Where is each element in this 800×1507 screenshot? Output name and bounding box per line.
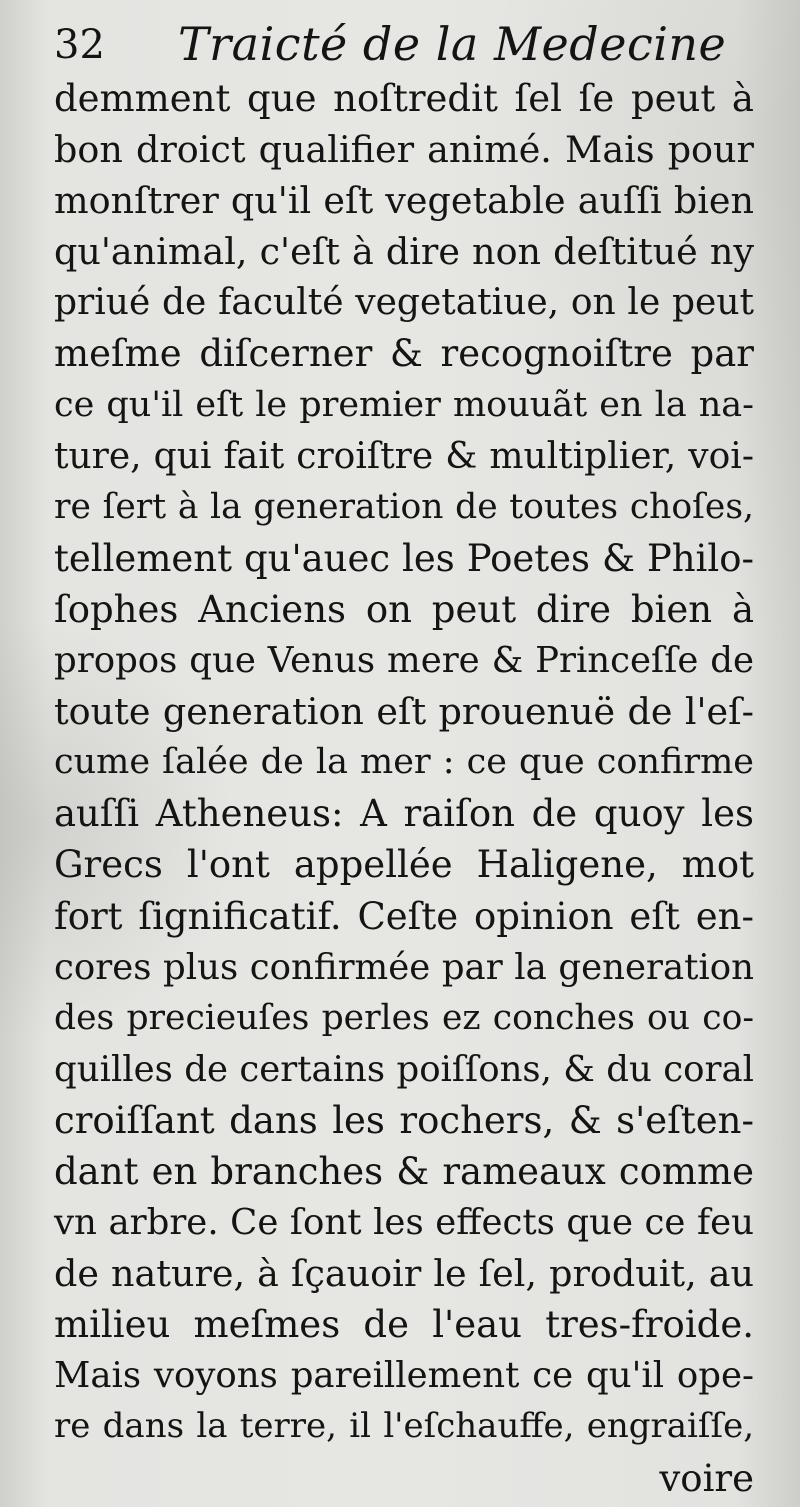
text-line: toute generation eſt prouenuë de l'eſ- — [54, 690, 754, 734]
text-line: ſophes Anciens on peut dire bien à — [54, 587, 754, 631]
text-line: monſtrer qu'il eſt vegetable auſſi bien — [54, 179, 754, 223]
text-line: priué de faculté vegetatiue, on le peut — [54, 282, 754, 324]
text-line: tellement qu'auec les Poetes & Philo- — [54, 536, 754, 580]
catchword: voire — [659, 1456, 754, 1500]
text-line: vn arbre. Ce ſont les effects que ce feu — [54, 1202, 754, 1244]
text-line: re ſert à la generation de toutes choſes, — [54, 486, 754, 527]
body-text — [54, 73, 754, 1504]
text-line: bon droict qualifier animé. Mais pour — [54, 128, 754, 172]
text-line: re dans la terre, il l'eſchauffe, engraiſſe, — [54, 1406, 754, 1447]
text-line: croiſſant dans les rochers, & s'eſten- — [54, 1098, 754, 1142]
text-line: des precieuſes perles ez conches ou co- — [54, 997, 754, 1038]
text-line: dant en branches & rameaux comme — [54, 1149, 754, 1193]
running-title: Traicté de la Medecine — [178, 17, 727, 71]
text-line: cores plus confirmée par la generation — [54, 946, 754, 988]
text-line: ce qu'il eſt le premier mouuãt en la na- — [54, 384, 754, 425]
text-line: Mais voyons pareillement ce qu'il ope- — [54, 1355, 754, 1397]
text-line: milieu meſmes de l'eau tres-froide. — [54, 1303, 754, 1347]
text-line: propos que Venus mere & Princeſſe de — [54, 640, 754, 682]
text-line: cume ſalée de la mer : ce que confirme — [54, 742, 754, 783]
text-line: de nature, à ſçauoir le ſel, produit, au — [54, 1252, 754, 1296]
text-line: quilles de certains poiſſons, & du coral — [54, 1048, 754, 1090]
text-line: qu'animal, c'eſt à dire non deſtitué ny — [54, 230, 754, 274]
page-header — [48, 6, 748, 76]
text-line: ture, qui fait croiſtre & multiplier, voi- — [54, 435, 754, 477]
page-number: 32 — [54, 22, 105, 68]
text-line: auſſi Atheneus: A raiſon de quoy les — [54, 792, 754, 836]
text-line: fort ſignificatif. Ceſte opinion eſt en- — [54, 894, 754, 938]
text-line: demment que noſtredit ſel ſe peut à — [54, 77, 754, 120]
text-line: meſme diſcerner & recognoiſtre par — [54, 332, 754, 376]
text-line: Grecs l'ont appellée Haligene, mot — [54, 843, 754, 887]
